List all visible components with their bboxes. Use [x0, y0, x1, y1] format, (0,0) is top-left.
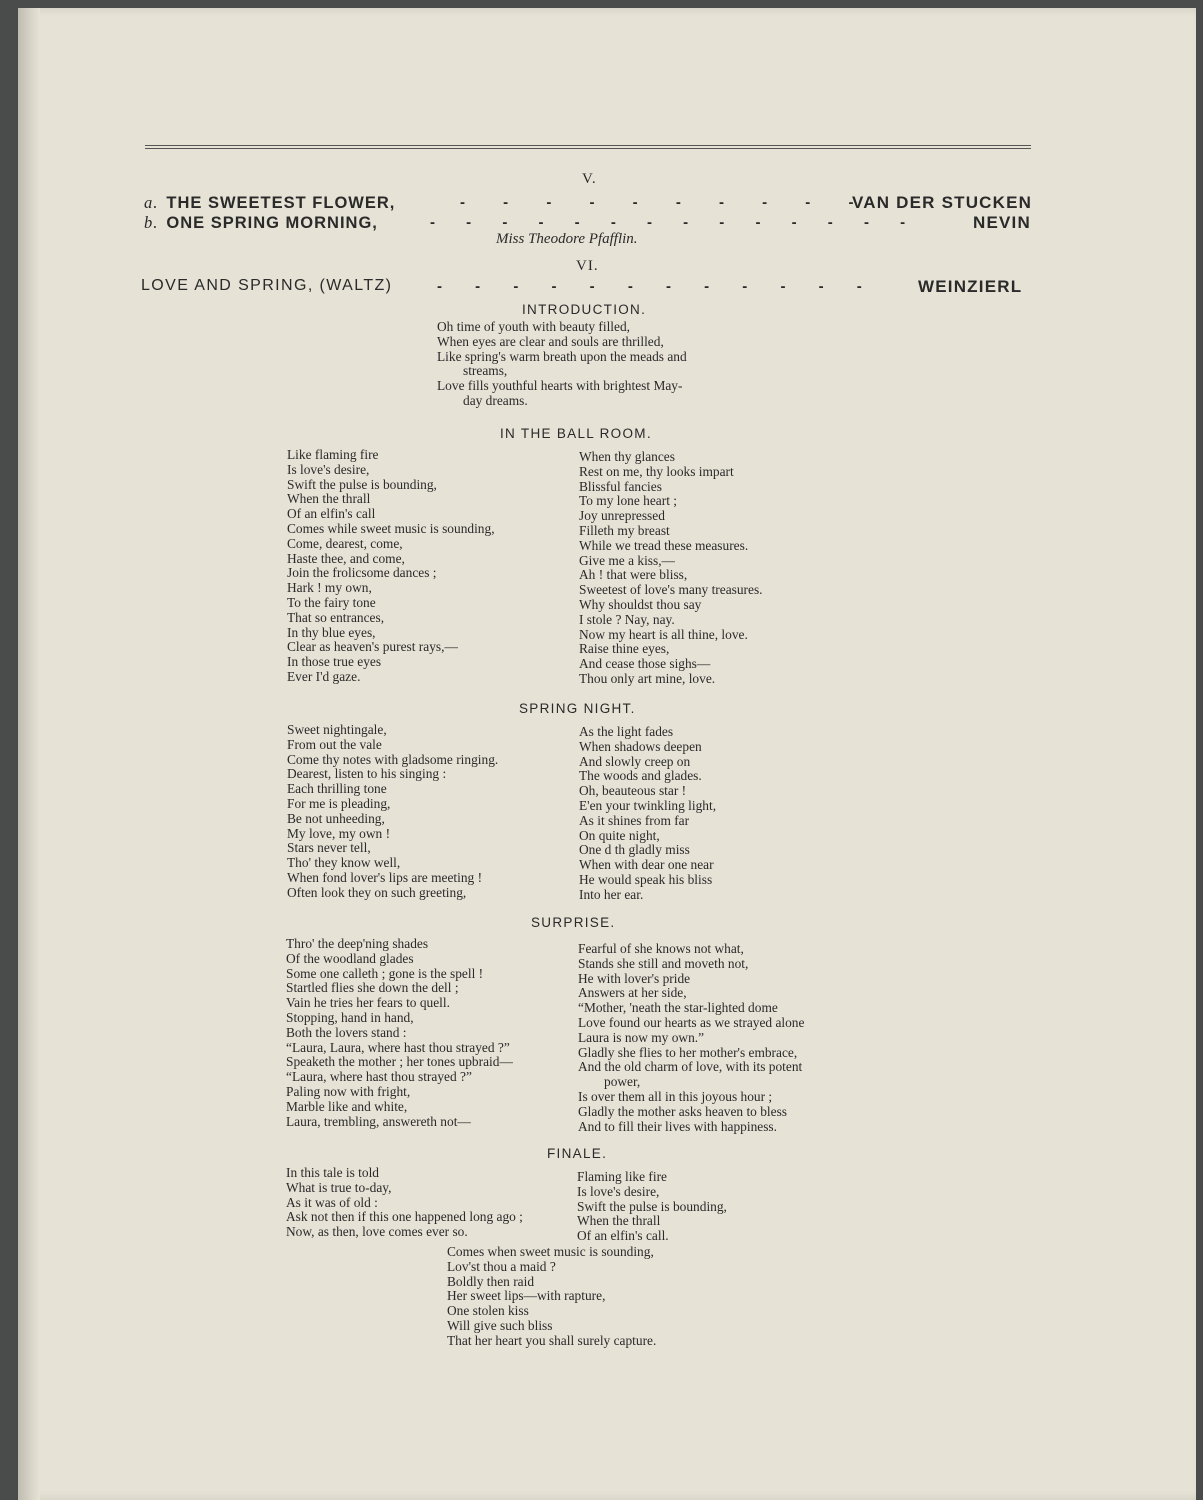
verse-line: “Mother, 'neath the star-lighted dome — [578, 1000, 778, 1016]
verse-line: To the fairy tone — [287, 594, 376, 610]
verse-line: day dreams. — [463, 392, 528, 408]
verse-line: Ever I'd gaze. — [287, 668, 361, 684]
verse-line: That her heart you shall surely capture. — [447, 1332, 657, 1348]
verse-line: In thy blue eyes, — [287, 624, 376, 640]
verse-line: From out the vale — [287, 736, 382, 752]
verse-line: To my lone heart ; — [579, 493, 677, 509]
verse-line: Joy unrepressed — [579, 508, 665, 524]
introduction-verse — [437, 320, 687, 409]
surprise-right-verse — [578, 942, 804, 1134]
verse-line: Hark ! my own, — [287, 580, 372, 596]
verse-line: In this tale is told — [286, 1165, 379, 1180]
verse-line: Sweet nightingale, — [287, 722, 387, 737]
verse-line: “Laura, Laura, where hast thou strayed ?” — [286, 1039, 510, 1055]
item-b-title-text: ONE SPRING MORNING, — [166, 214, 378, 232]
verse-line: Swift the pulse is bounding, — [287, 476, 437, 492]
verse-line: Ask not then if this one happened long ago ; — [286, 1209, 523, 1225]
verse-line: Both the lovers stand : — [286, 1024, 407, 1040]
top-double-rule — [145, 145, 1031, 149]
finale-center-verse — [447, 1245, 656, 1349]
spring-night-heading: SPRING NIGHT. — [519, 701, 636, 716]
verse-line: Be not unheeding, — [287, 810, 385, 826]
spring-night-right-verse — [579, 725, 716, 903]
verse-line: Of an elfin's call — [287, 506, 376, 522]
verse-line: Stands she still and moveth not, — [578, 955, 749, 971]
verse-line: Ah ! that were bliss, — [579, 567, 688, 583]
verse-line: Speaketh the mother ; her tones upbraid— — [286, 1054, 513, 1070]
verse-line: And to fill their lives with happiness. — [578, 1118, 777, 1134]
verse-line: And the old charm of love, with its potent — [578, 1059, 803, 1075]
verse-line: When thy glances — [579, 449, 675, 464]
verse-line: Paling now with fright, — [286, 1083, 411, 1099]
verse-line: streams, — [463, 363, 508, 379]
verse-line: Haste thee, and come, — [287, 550, 405, 566]
verse-line: Clear as heaven's purest rays,— — [287, 639, 458, 655]
part-vi-title: LOVE AND SPRING, (WALTZ) — [141, 277, 393, 294]
verse-line: Oh time of youth with beauty filled, — [437, 319, 631, 334]
verse-line: Now my heart is all thine, love. — [579, 626, 748, 642]
item-a-letter: a. — [144, 193, 159, 212]
verse-line: When the thrall — [577, 1213, 661, 1229]
verse-line: power, — [604, 1074, 641, 1090]
verse-line: When fond lover's lips are meeting ! — [287, 869, 483, 885]
verse-line: Thro' the deep'ning shades — [286, 936, 429, 951]
verse-line: Of an elfin's call. — [577, 1228, 669, 1244]
verse-line: Dearest, listen to his singing : — [287, 766, 447, 782]
verse-line: Oh, beauteous star ! — [579, 783, 687, 799]
verse-line: As the light fades — [579, 724, 674, 739]
verse-line: Answers at her side, — [578, 985, 687, 1001]
verse-line: E'en your twinkling light, — [579, 797, 717, 813]
part-vi-numeral: VI. — [576, 258, 599, 274]
verse-line: Laura is now my own.” — [578, 1029, 705, 1045]
verse-line: And slowly creep on — [579, 753, 691, 769]
finale-right-verse — [577, 1170, 727, 1244]
verse-line: Rest on me, thy looks impart — [579, 463, 734, 479]
item-b-composer: NEVIN — [973, 213, 1031, 232]
verse-line: He would speak his bliss — [579, 871, 713, 887]
verse-line: Comes when sweet music is sounding, — [447, 1244, 654, 1259]
item-a-leader-dashes: - - - - - - - - - - — [460, 194, 854, 211]
verse-line: Come, dearest, come, — [287, 535, 403, 551]
verse-line: Some one calleth ; gone is the spell ! — [286, 965, 484, 981]
verse-line: Gladly she flies to her mother's embrace, — [578, 1044, 798, 1060]
item-b-letter: b. — [144, 213, 159, 232]
verse-line: What is true to-day, — [286, 1179, 392, 1195]
verse-line: Lov'st thou a maid ? — [447, 1258, 556, 1274]
verse-line: “Laura, where hast thou strayed ?” — [286, 1069, 472, 1085]
verse-line: Vain he tries her fears to quell. — [286, 995, 450, 1011]
verse-line: Often look they on such greeting, — [287, 884, 467, 900]
verse-line: Why shouldst thou say — [579, 596, 702, 612]
verse-line: Gladly the mother asks heaven to bless — [578, 1103, 787, 1119]
verse-line: Stars never tell, — [287, 840, 371, 856]
verse-line: Now, as then, love comes ever so. — [286, 1224, 468, 1240]
verse-line: Raise thine eyes, — [579, 641, 670, 657]
finale-left-verse — [286, 1166, 523, 1240]
verse-line: As it shines from far — [579, 812, 690, 828]
verse-line: On quite night, — [579, 827, 660, 843]
item-b-leader-dashes: - - - - - - - - - - - - - - — [430, 214, 906, 231]
surprise-heading: SURPRISE. — [531, 915, 616, 930]
verse-line: Flaming like fire — [577, 1169, 667, 1184]
verse-line: Come thy notes with gladsome ringing. — [287, 751, 499, 767]
verse-line: Laura, trembling, answereth not— — [286, 1113, 471, 1129]
verse-line: Like flaming fire — [287, 447, 379, 462]
introduction-heading: INTRODUCTION. — [522, 302, 647, 317]
verse-line: Each thrilling tone — [287, 781, 387, 797]
verse-line: And cease those sighs— — [579, 656, 711, 672]
verse-line: Is love's desire, — [577, 1183, 660, 1199]
verse-line: In those true eyes — [287, 654, 382, 670]
verse-line: Join the frolicsome dances ; — [287, 565, 437, 581]
verse-line: While we tread these measures. — [579, 537, 749, 553]
verse-line: Swift the pulse is bounding, — [577, 1198, 727, 1214]
verse-line: When with dear one near — [579, 857, 714, 873]
performer-name: Miss Theodore Pfafflin. — [496, 231, 638, 247]
verse-line: Her sweet lips—with rapture, — [447, 1288, 606, 1304]
verse-line: That so entrances, — [287, 609, 385, 625]
verse-line: Love found our hearts as we strayed alone — [578, 1014, 805, 1030]
part-v-numeral: V. — [582, 171, 597, 187]
verse-line: One d th gladly miss — [579, 842, 690, 858]
verse-line: Tho' they know well, — [287, 855, 401, 871]
verse-line: Is over them all in this joyous hour ; — [578, 1088, 773, 1104]
verse-line: For me is pleading, — [287, 795, 391, 811]
verse-line: One stolen kiss — [447, 1303, 529, 1319]
verse-line: Will give such bliss — [447, 1317, 553, 1333]
ball-room-left-verse — [287, 448, 495, 685]
finale-heading: FINALE. — [547, 1146, 608, 1161]
item-a-title-text: THE SWEETEST FLOWER, — [166, 194, 396, 212]
verse-line: Blissful fancies — [579, 478, 662, 494]
ball-room-heading: IN THE BALL ROOM. — [500, 426, 652, 441]
verse-line: Filleth my breast — [579, 522, 670, 538]
verse-line: My love, my own ! — [287, 825, 391, 841]
verse-line: As it was of old : — [286, 1194, 378, 1210]
verse-line: The woods and glades. — [579, 768, 702, 784]
verse-line: Of the woodland glades — [286, 950, 414, 966]
item-a-title — [144, 193, 395, 213]
verse-line: Thou only art mine, love. — [579, 670, 716, 686]
verse-line: Into her ear. — [579, 886, 644, 902]
verse-line: Startled flies she down the dell ; — [286, 980, 459, 996]
verse-line: When the thrall — [287, 491, 371, 507]
verse-line: Marble like and white, — [286, 1098, 408, 1114]
surprise-left-verse — [286, 937, 513, 1129]
item-a-composer: VAN DER STUCKEN — [852, 193, 1033, 212]
part-vi-leader-dashes: - - - - - - - - - - - - — [437, 278, 862, 295]
verse-line: Like spring's warm breath upon the meads and — [437, 348, 687, 364]
spring-night-left-verse — [287, 723, 498, 901]
verse-line: He with lover's pride — [578, 970, 691, 986]
verse-line: Love fills youthful hearts with brightest May- — [437, 378, 683, 394]
verse-line: Fearful of she knows not what, — [578, 941, 744, 956]
verse-line: Comes while sweet music is sounding, — [287, 520, 495, 536]
verse-line: Give me a kiss,— — [579, 552, 675, 568]
ball-room-right-verse — [579, 450, 763, 687]
verse-line: I stole ? Nay, nay. — [579, 611, 675, 627]
verse-line: Sweetest of love's many treasures. — [579, 582, 763, 598]
verse-line: Is love's desire, — [287, 461, 370, 477]
verse-line: Boldly then raid — [447, 1273, 535, 1289]
verse-line: When eyes are clear and souls are thrilled, — [437, 333, 664, 349]
verse-line: Stopping, hand in hand, — [286, 1009, 414, 1025]
verse-line: When shadows deepen — [579, 738, 702, 754]
page-binding-edge — [18, 8, 40, 1500]
item-b-title — [144, 213, 378, 233]
part-vi-composer: WEINZIERL — [918, 277, 1023, 296]
